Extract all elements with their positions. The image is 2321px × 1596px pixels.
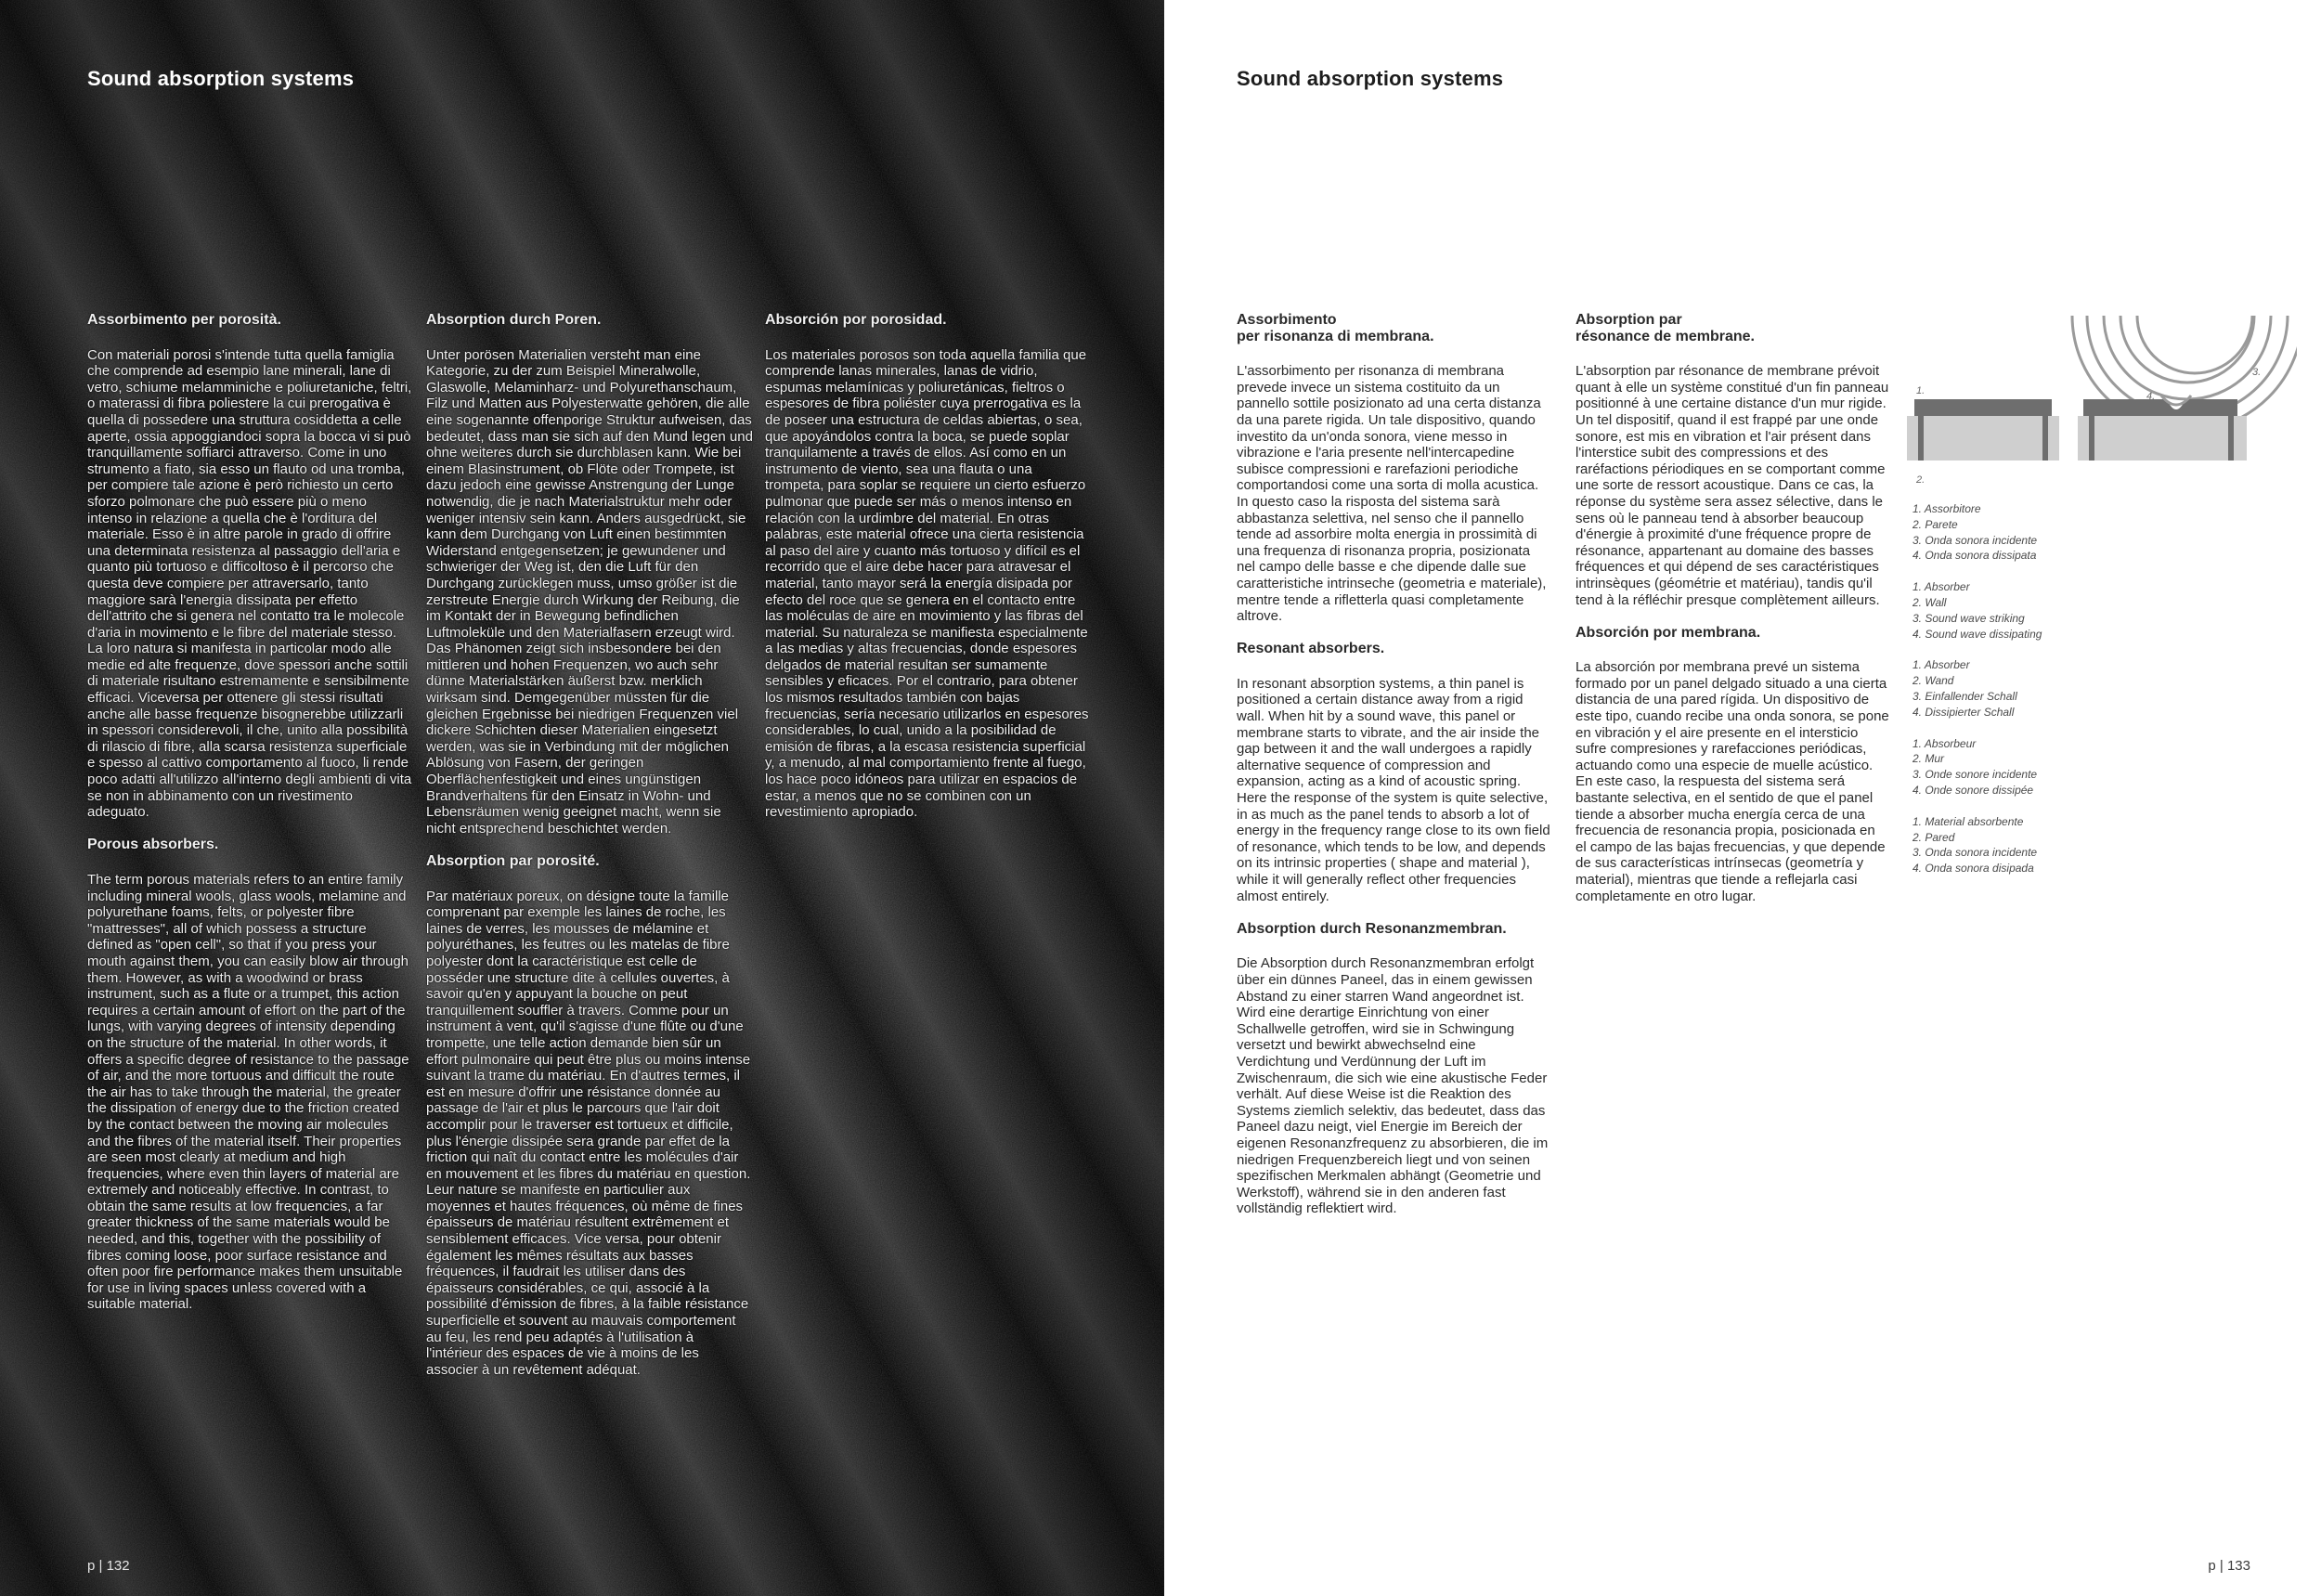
section-heading-line: Absorción por membrana. bbox=[1575, 624, 1761, 641]
text-column-french-spanish bbox=[1575, 312, 1889, 921]
diagram-label-3: 3. bbox=[2252, 367, 2262, 378]
legend-item: 2. Parete bbox=[1913, 517, 1958, 531]
legend-item: 2. Wand bbox=[1913, 674, 1954, 688]
section-heading: Absorption durch Poren. bbox=[426, 312, 602, 328]
absorber-panel-vibrating bbox=[2078, 396, 2247, 461]
legend-group-spanish bbox=[1913, 814, 2145, 876]
legend-group-german bbox=[1913, 657, 2145, 720]
section-heading-line: Absorption par bbox=[1575, 312, 1682, 328]
legend-item: 1. Material absorbente bbox=[1913, 814, 2024, 828]
section-heading: Assorbimento per porosità. bbox=[87, 312, 281, 328]
absorber-panel-rest bbox=[1907, 399, 2059, 461]
section-heading-line: Absorption durch Resonanzmembran. bbox=[1237, 920, 1507, 937]
section-heading bbox=[1575, 625, 1889, 642]
section-heading-line: per risonanza di membrana. bbox=[1237, 328, 1434, 344]
page-number: p | 133 bbox=[2208, 1558, 2250, 1574]
section-heading-line: résonance de membrane. bbox=[1575, 328, 1755, 344]
section-heading bbox=[1237, 641, 1550, 657]
section-body: Par matériaux poreux, on désigne toute la famille comprenant par exemple les laines de roche, les laines de verres, les mousses de mélamine et polyuréthanes, les feutres ou les matelas de fibre polyester dont la caractéristique est celle de posséder une structure dite à cellules ouvertes, à savoir qu'en y appuyant la bouche on peut tranquillement souffler à travers. Comme pour un instrument à vent, qu'il s'agisse d'une flûte ou d'une trompette, une telle action demande bien sûr un effort pulmonaire qui peut être plus ou moins intense suivant la trame du matériau. En d'autres termes, il est en mesure d'offrir une résistance donnée au passage de l'air et plus le parcours que l'air doit accomplir pour le traverser est tortueux et difficile, plus l'énergie dissipée sera grande par effet de la friction qui naît du contact entre les molécules d'air en mouvement et les fibres du matériau en question. Leur nature se manifeste en particulier aux moyennes et hautes fréquences, où même de fines épaisseurs de matériau résultent extrêmement et sensiblement efficaces. Vice versa, pour obtenir également les mêmes résultats aux basses fréquences, il faudrait les utiliser dans des épaisseurs considérables, ce qui, associé à la possibilité d'émission de fibres, à la faible résistance superficielle et souvent au mauvais comportement au feu, les rend peu adaptés à l'utilisation à l'intérieur des espaces de vie à moins de les associer à un revêtement adéquat. bbox=[426, 888, 751, 1378]
legend-item: 1. Absorbeur bbox=[1913, 736, 1977, 750]
diagram-legend bbox=[1913, 501, 2145, 892]
legend-item: 3. Sound wave striking bbox=[1913, 611, 2025, 625]
section-body: Die Absorption durch Resonanzmembran erfolgt über ein dünnes Paneel, das in einem gewissen Abstand zu einer starren Wand angeordnet ist. Wird eine derartige Einrichtung von einer Schallwelle getroffen, wird sie in Schwingung versetzt und bewirkt abwechselnd eine Verdichtung und Verdünnung der Luft im Zwischenraum, die sich wie eine akustische Feder verhält. Auf diese Weise ist die Reaktion des Systems ziemlich selektiv, das bedeutet, dass das Paneel dazu neigt, viel Energie im Bereich der eigenen Resonanzfrequenz zu absorbieren, die im niedrigen Frequenzbereich liegt und von seinen spezifischen Merkmalen abhängt (Geometrie und Werkstoff), während sie in den anderen fast vollständig reflektiert wird. bbox=[1237, 955, 1549, 1217]
section-body: In resonant absorption systems, a thin panel is positioned a certain distance away from a rigid wall. When hit by a sound wave, this panel or membrane starts to vibrate, and the air inside the gap between it and the wall undergoes a rapidly alternative sequence of compression and expansion, acting as a kind of acoustic spring. Here the response of the system is quite selective, in as much as the panel tends to absorb a lot of energy in the frequency range close to its own field of resonance, which tends to be low, and depends on its intrinsic properties ( shape and material ), while it will generally reflect other frequencies almost entirely. bbox=[1237, 675, 1550, 904]
section-heading-line: Resonant absorbers. bbox=[1237, 641, 1385, 657]
diagram-label-1: 1. bbox=[1916, 385, 1926, 396]
section-heading: Absorción por porosidad. bbox=[765, 312, 947, 328]
text-column-italian-english bbox=[87, 312, 414, 1330]
section-body: La absorción por membrana prevé un sistema formado por un panel delgado situado a una cierta distancia de una pared rígida. Un dispositivo de este tipo, cuando recibe una onda sonora, se pone en vibración y el aire presente en el intersticio sufre compresiones y rarefacciones periódicas, actuando como una especie de muelle acústico. En este caso, la respuesta del sistema será bastante selectiva, en el sentido de que el panel tiende a absorber mucha energía cerca de una frecuencia de resonancia propia, posicionada en el campo de las bajas frecuencias, y que depende de sus características intrínsecas (geometría y material), mientras que tiende a reflejarla casi completamente en otro lugar. bbox=[1575, 659, 1889, 904]
section-heading bbox=[1237, 312, 1550, 344]
legend-item: 3. Onde sonore incidente bbox=[1913, 768, 2038, 782]
text-column-spanish bbox=[765, 312, 1092, 837]
diagram-label-4: 4. bbox=[2146, 391, 2156, 402]
legend-item: 3. Onda sonora incidente bbox=[1913, 846, 2038, 860]
section-body: Los materiales porosos son toda aquella familia que comprende lanas minerales, lanas de vidrio, espumas melamínicas y poliuretánicas, fieltros o espesores de fibra poliéster cuya prerrogativa es la de poseer una estructura de celdas abiertas, o sea, que apoyándolos contra la boca, se puede soplar tranquilamente a través de ellos. Así como en un instrumento de viento, sea una flauta o una trompeta, para soplar se requiere un cierto esfuerzo pulmonar que puede ser más o menos intenso en relación con la urdimbre del material. En otras palabras, este material ofrece una cierta resistencia al paso del aire y cuanto más tortuoso y difícil es el recorrido que el aire debe hacer para atravesar el material, tanto mayor será la energía disipada por efecto del roce que se genera en el contacto entre las moléculas de aire en movimiento y las fibras del material. Su naturaleza se manifiesta especialmente a las medias y altas frecuencias, donde espesores delgados de material resultan ser sumamente sensibles y eficaces. Por el contrario, para obtener los mismos resultados también con bajas frecuencias, sería necesario utilizarlos en espesores considerables, lo cual, unido a la posibilidad de emisión de fibras, a la escasa resistencia superficial y, a menudo, al mal comportamiento frente al fuego, los hace poco idóneos para utilizar en espacios de estar, a menos que no se combinen con un revestimiento apropiado. bbox=[765, 346, 1089, 821]
section-body: L'absorption par résonance de membrane prévoit quant à elle un système constitué d'un fin panneau positionné à une certaine distance d'un mur rigide. Un tel dispositif, quand il est frappé par une onde sonore, est mis en vibration et l'air présent dans l'interstice subit des compressions et des raréfactions périodiques en se comportant comme une sorte de ressort acoustique. Dans ce cas, la réponse du système sera assez sélective, dans le sens où le panneau tend à absorber beaucoup d'énergie à proximité d'une fréquence propre de résonance, appartenant au domaine des basses fréquences et qui dépend de ses caractéristiques intrinsèques (géométrie et matériau), tandis qu'il tend à la réfléchir presque complètement ailleurs. bbox=[1575, 363, 1889, 608]
legend-item: 1. Assorbitore bbox=[1913, 502, 1981, 515]
legend-item: 2. Mur bbox=[1913, 752, 1945, 766]
legend-item: 4. Sound wave dissipating bbox=[1913, 627, 2042, 641]
section-heading-line: Assorbimento bbox=[1237, 312, 1337, 328]
section-body: L'assorbimento per risonanza di membrana prevede invece un sistema costituito da un pannello sottile posizionato ad una certa distanza da una parete rigida. Un tale dispositivo, quando investito da un'onda sonora, viene messo in vibrazione e l'aria presente nell'intercapedine subisce compressioni e rarefazioni periodiche comportandosi come una sorta di molla acustica. In questo caso la risposta del sistema sarà abbastanza selettiva, nel senso che il pannello tende ad assorbire molta energia in prossimità di una frequenza di risonanza propria, posizionata nel campo delle basse e che dipende dalle sue caratteristiche intrinseche (geometria e materiale), mentre tende a rifletterla quasi completamente altrove. bbox=[1237, 363, 1547, 625]
legend-item: 1. Absorber bbox=[1913, 658, 1970, 672]
legend-item: 1. Absorber bbox=[1913, 580, 1970, 594]
section-heading bbox=[1237, 921, 1550, 938]
diagram-label-2: 2. bbox=[1916, 474, 1926, 486]
legend-item: 4. Onde sonore dissipée bbox=[1913, 783, 2034, 797]
membrane-absorber-diagram bbox=[1907, 306, 2297, 492]
text-column-german-french bbox=[426, 312, 753, 1395]
legend-item: 4. Dissipierter Schall bbox=[1913, 705, 2015, 719]
legend-group-italian bbox=[1913, 501, 2145, 564]
section-heading: Absorption par porosité. bbox=[426, 853, 600, 869]
section-body: Unter porösen Materialien versteht man eine Kategorie, zu der zum Beispiel Mineralwolle, Glaswolle, Melaminharz- und Polyurethanschaum, Filz und Matten aus Polyesterwatte gehören, die alle eine sogenannte offenporige Struktur aufweisen, das bedeutet, dass man sie sich auf den Mund legen und ohne weiteres durch sie durchblasen kann. Wie bei einem Blasinstrument, ob Flöte oder Trompete, ist dazu jedoch eine gewisse Anstrengung der Lunge notwendig, die je nach Materialstruktur mehr oder weniger intensiv sein kann. Anders ausgedrückt, sie kann dem Durchgang von Luft einen bestimmten Widerstand entgegensetzen; je gewundener und schwieriger der Weg ist, den die Luft für den Durchgang zurücklegen muss, umso größer ist die zerstreute Energie durch Wirkung der Reibung, die im Kontakt der in Bewegung befindlichen Luftmoleküle und den Materialfasern erzeugt wird. Das Phänomen zeigt sich insbesondere bei den mittleren und hohen Frequenzen, wo auch sehr dünne Materialstärken äußerst bzw. merklich wirksam sind. Demgegenüber müssten für die gleichen Ergebnisse bei niedrigen Frequenzen viel dickere Schichten dieser Materialien eingesetzt werden, was sie in Verbindung mit der möglichen Ablösung von Fasern, der geringen Oberflächenfestigkeit und eines ungünstigen Brandverhaltens für den Einsatz in Wohn- und Lebensräumen wenig geeignet macht, wenn sie nicht entsprechend beschichtet werden. bbox=[426, 346, 753, 837]
page-title: Sound absorption systems bbox=[87, 67, 355, 90]
right-page bbox=[1164, 0, 2321, 1596]
section-heading bbox=[1575, 312, 1889, 344]
legend-item: 2. Wall bbox=[1913, 595, 1947, 609]
section-heading: Porous absorbers. bbox=[87, 837, 219, 853]
legend-item: 3. Onda sonora incidente bbox=[1913, 533, 2038, 547]
text-column-italian-english-german bbox=[1237, 312, 1550, 1233]
section-body: The term porous materials refers to an entire family including mineral wools, glass wools, melamine and polyurethane foams, felts, or polyester fibre "mattresses", all of which possess a structure defined as "open cell", so that if you press your mouth against them, you can easily blow air through them. However, as with a woodwind or brass instrument, such as a flute or a trumpet, this action requires a certain amount of effort on the part of the lungs, with varying degrees of intensity depending on the structure of the material. In other words, it offers a specific degree of resistance to the passage of air, and the more tortuous and difficult the route the air has to take through the material, the greater the dissipation of energy due to the friction created by the contact between the moving air molecules and the fibres of the material itself. Their properties are seen most clearly at medium and high frequencies, where even thin layers of material are extremely and noticeably effective. In contrast, to obtain the same results at low frequencies, a far greater thickness of the same materials would be needed, and this, together with the possibility of fibres coming loose, poor surface resistance and often poor fire performance makes them unsuitable for use in living spaces unless covered with a suitable material. bbox=[87, 872, 409, 1313]
page-number: p | 132 bbox=[87, 1558, 130, 1574]
legend-item: 2. Pared bbox=[1913, 830, 1955, 844]
section-body: Con materiali porosi s'intende tutta quella famiglia che comprende ad esempio lane minerali, lane di vetro, schiume melamminiche e poliuretaniche, feltri, o materassi di fibra poliestere la cui prerogativa è quella di possedere una struttura cosiddetta a celle aperte, ossia appoggiandoci sopra la bocca vi si può tranquillamente soffiarci attraverso. Come in uno strumento a fiato, sia esso un flauto od una tromba, per compiere tale azione è però richiesto un certo sforzo polmonare che può essere più o meno intenso in relazione a quella che è l'orditura del materiale. Esso è in altre parole in grado di offrire una determinata resistenza al passaggio dell'aria e quanto più tortuoso e difficoltoso è il percorso che questa deve compiere per attraversarlo, tanto maggiore sarà l'energia dissipata per effetto dell'attrito che si genera nel contatto tra le molecole d'aria in movimento e le fibre del materiale stesso. La loro natura si manifesta in particolar modo alle medie ed alte frequenze, dove spessori anche sottili di materiale risultano estremamente e sensibilmente efficaci. Viceversa per ottenere gli stessi risultati anche alle basse frequenze bisognerebbe utilizzarli in spessori considerevoli, il che, unito alla possibilità di rilascio di fibre, alla scarsa resistenza superficiale e spesso al cattivo comportamento al fuoco, li rende poco adatti all'utilizzo all'interno degli ambienti di vita se non in abbinamento con un rivestimento adeguato. bbox=[87, 346, 412, 821]
legend-item: 3. Einfallender Schall bbox=[1913, 689, 2017, 703]
legend-item: 4. Onda sonora disipada bbox=[1913, 862, 2034, 876]
legend-group-french bbox=[1913, 736, 2145, 798]
legend-item: 4. Onda sonora dissipata bbox=[1913, 549, 2037, 563]
legend-group-english bbox=[1913, 579, 2145, 642]
page-title: Sound absorption systems bbox=[1237, 67, 1504, 90]
